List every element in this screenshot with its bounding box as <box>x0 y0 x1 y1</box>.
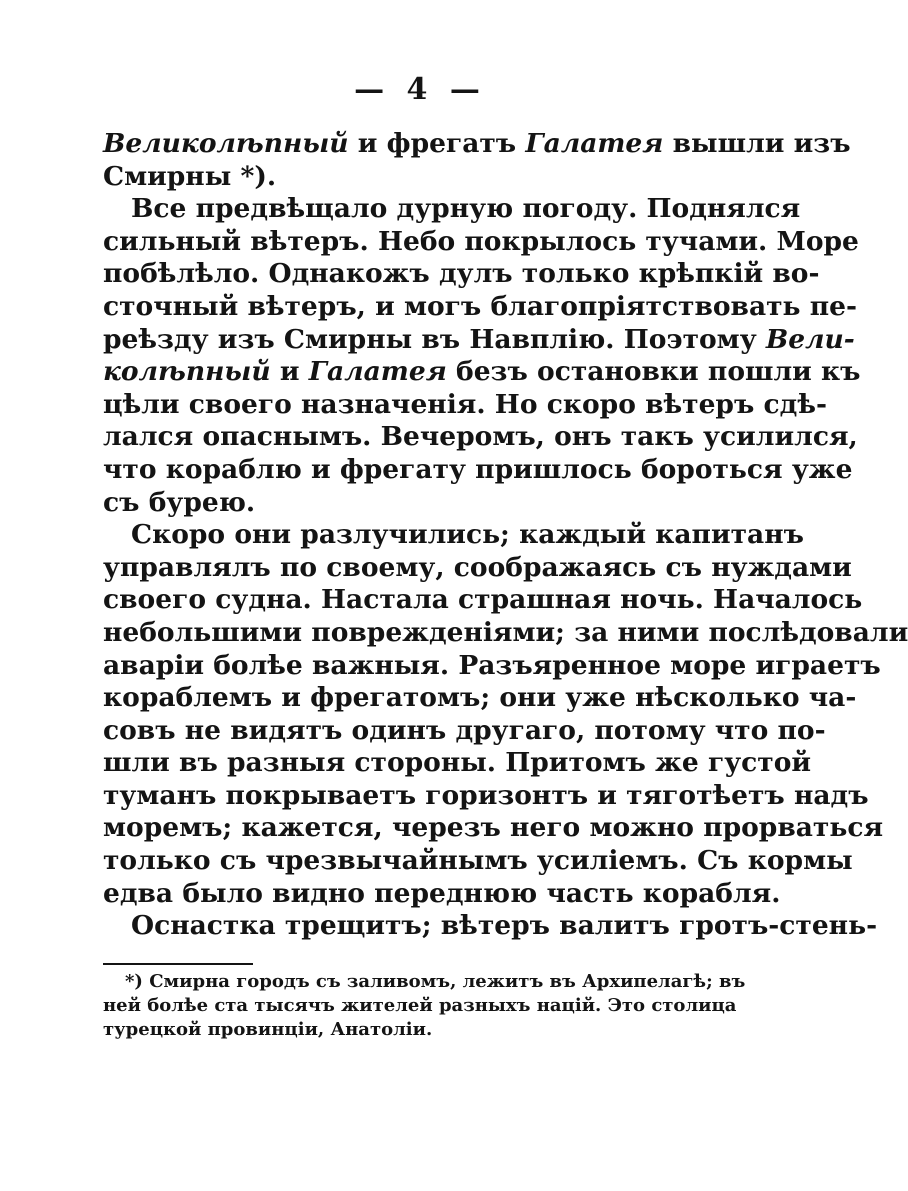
text-line: шли въ разныя стороны. Притомъ же густой <box>103 747 812 779</box>
footnote <box>103 970 746 1042</box>
text-line: туманъ покрываетъ горизонтъ и тяготѣетъ надъ <box>103 779 869 811</box>
text-line: своего судна. Настала страшная ночь. Началось <box>103 584 863 616</box>
ship-name: Галатея <box>308 356 447 388</box>
text-line: цѣли своего назначенія. Но скоро вѣтеръ сдѣ- <box>103 388 827 420</box>
text-line: аваріи болѣе важныя. Разъяренное море играетъ <box>103 649 881 681</box>
text-line: съ бурею. <box>103 486 256 518</box>
text-line: моремъ; кажется, черезъ него можно прорваться <box>103 812 884 844</box>
paragraph-start: Оснастка трещитъ; вѣтеръ валитъ гротъ-стень- <box>131 910 878 942</box>
text-line: небольшими поврежденіями; за ними послѣдовали <box>103 616 908 648</box>
ship-name: Галатея <box>525 128 664 159</box>
paragraph-start: Скоро они разлучились; каждый капитанъ <box>131 519 804 551</box>
text-line: сильный вѣтеръ. Небо покрылось тучами. Море <box>103 225 859 257</box>
text-line: едва было видно переднюю часть корабля. <box>103 877 781 909</box>
ship-name: колѣпный <box>103 356 271 388</box>
text-line: Смирны *). <box>103 160 277 192</box>
footnote-line: турецкой провинціи, Анатоліи. <box>103 1019 433 1040</box>
footnote-line: *) Смирна городъ съ заливомъ, лежитъ въ Архипелагѣ; въ <box>125 971 746 992</box>
footnote-divider <box>103 963 253 965</box>
text-line: реѣзду изъ Смирны въ Навплію. Поэтому Вели- <box>103 323 855 355</box>
main-text <box>103 128 908 943</box>
paragraph-start: Все предвѣщало дурную погоду. Поднялся <box>131 193 801 225</box>
text-line: Великолѣпный и фрегатъ Галатея вышли изъ <box>103 128 851 159</box>
text-line: управлялъ по своему, соображаясь съ нуждами <box>103 551 852 583</box>
text-line: что кораблю и фрегату пришлось бороться уже <box>103 453 853 485</box>
footnote-line: ней болѣе ста тысячъ жителей разныхъ націй. Это столица <box>103 995 737 1016</box>
ship-name: Вели- <box>765 323 855 355</box>
text-line: сточный вѣтеръ, и могъ благопріятствовать пе- <box>103 290 858 322</box>
ship-name: Великолѣпный <box>103 128 349 159</box>
text-line: совъ не видятъ одинъ другаго, потому что по- <box>103 714 826 746</box>
text-line: лался опаснымъ. Вечеромъ, онъ такъ усилился, <box>103 421 858 453</box>
text-line: кораблемъ и фрегатомъ; они уже нѣсколько ча- <box>103 682 857 714</box>
page-number: — 4 — <box>354 72 486 107</box>
text-line: колѣпный и Галатея безъ остановки пошли къ <box>103 356 861 388</box>
text-line: побѣлѣло. Однакожъ дулъ только крѣпкій во- <box>103 258 820 290</box>
text-line: только съ чрезвычайнымъ усиліемъ. Съ кормы <box>103 845 853 877</box>
